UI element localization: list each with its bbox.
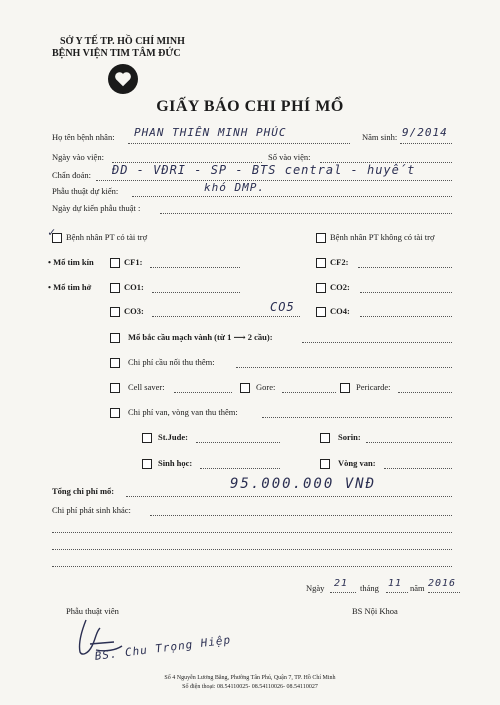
date-year-label: năm — [410, 583, 425, 593]
cf2-checkbox[interactable] — [316, 258, 326, 268]
surgery-date-line — [160, 213, 452, 214]
pericarde-line — [398, 392, 452, 393]
sorin-label: Sorin: — [338, 432, 361, 442]
pericarde-label: Pericarde: — [356, 382, 391, 392]
cf1-label: CF1: — [124, 257, 143, 267]
diagnosis-label: Chẩn đoán: — [52, 170, 91, 180]
cf1-checkbox[interactable] — [110, 258, 120, 268]
vong-van-checkbox[interactable] — [320, 459, 330, 469]
extra-cost-line-3 — [52, 549, 452, 550]
internal-doctor-label: BS Nội Khoa — [352, 606, 398, 616]
footer-phone: Số điện thoại: 08.54110025- 08.54110026- 08.54110027 — [182, 684, 318, 690]
extra-cost-label: Chi phí phát sinh khác: — [52, 505, 131, 515]
check-mark: ✓ — [48, 225, 57, 239]
birth-value: 9/2014 — [402, 126, 448, 139]
date-day: 21 — [334, 578, 349, 589]
birth-line — [400, 143, 452, 144]
gore-label: Gore: — [256, 382, 276, 392]
surgery-date-label: Ngày dự kiến phẫu thuật : — [52, 203, 141, 213]
extra-cost-line-1 — [150, 515, 452, 516]
heart-icon — [114, 71, 132, 87]
hospital-name: BỆNH VIỆN TIM TÂM ĐỨC — [52, 48, 181, 59]
sorin-checkbox[interactable] — [320, 433, 330, 443]
closed-surgery-label: • Mổ tim kín — [48, 257, 94, 267]
admission-number-label: Số vào viện: — [268, 152, 311, 162]
co1-line — [152, 292, 240, 293]
vong-van-line — [384, 468, 452, 469]
total-label: Tổng chi phí mổ: — [52, 486, 115, 496]
not-sponsored-label: Bệnh nhân PT không có tài trợ — [330, 232, 435, 242]
co4-line — [360, 316, 452, 317]
co2-label: CO2: — [330, 282, 350, 292]
surgery-label: Phẫu thuật dự kiến: — [52, 186, 119, 196]
bypass-extra-line — [236, 367, 452, 368]
date-year-line — [428, 592, 460, 593]
cell-saver-checkbox[interactable] — [110, 383, 120, 393]
extra-cost-line-4 — [52, 566, 452, 567]
co4-label: CO4: — [330, 306, 350, 316]
valve-label: Chi phí van, vòng van thu thêm: — [128, 407, 238, 417]
sorin-line — [366, 442, 452, 443]
document-title: GIẤY BÁO CHI PHÍ MỔ — [156, 98, 344, 115]
patient-line — [128, 143, 350, 144]
diagnosis-value: ĐD - VĐRI - SP - BTS central - huyết — [112, 163, 416, 177]
date-month: 11 — [388, 578, 403, 589]
date-month-line — [386, 592, 408, 593]
co1-checkbox[interactable] — [110, 283, 120, 293]
sinh-hoc-label: Sinh học: — [158, 458, 193, 468]
co2-checkbox[interactable] — [316, 283, 326, 293]
patient-value: PHAN THIÊN MINH PHÚC — [134, 126, 287, 139]
birth-label: Năm sinh: — [362, 132, 398, 142]
cell-saver-label: Cell saver: — [128, 382, 165, 392]
surgeon-handwritten-name: BS. Chu Trọng Hiệp — [94, 633, 232, 663]
stjude-line — [196, 442, 280, 443]
sinh-hoc-line — [200, 468, 280, 469]
total-line — [126, 496, 452, 497]
date-day-label: Ngày — [306, 583, 325, 593]
date-year: 2016 — [428, 578, 457, 589]
co4-checkbox[interactable] — [316, 307, 326, 317]
surgeon-label: Phẫu thuật viên — [66, 606, 119, 616]
extra-cost-line-2 — [52, 532, 452, 533]
admit-label: Ngày vào viện: — [52, 152, 104, 162]
gore-line — [282, 392, 336, 393]
department-name: SỞ Y TẾ TP. HỒ CHÍ MINH — [60, 36, 185, 47]
valve-line — [262, 417, 452, 418]
bypass-line — [302, 342, 452, 343]
not-sponsored-checkbox[interactable] — [316, 233, 326, 243]
co1-label: CO1: — [124, 282, 144, 292]
co3-checkbox[interactable] — [110, 307, 120, 317]
cf1-line — [150, 267, 240, 268]
pericarde-checkbox[interactable] — [340, 383, 350, 393]
bypass-label: Mổ bắc cầu mạch vành (từ 1 ⟶ 2 cầu): — [128, 332, 273, 342]
total-value: 95.000.000 VNĐ — [230, 476, 377, 492]
co3-value: CO5 — [270, 300, 295, 314]
date-month-label: tháng — [360, 583, 379, 593]
bypass-extra-label: Chi phí cầu nối thu thêm: — [128, 357, 215, 367]
surgery-line — [132, 196, 452, 197]
stjude-label: St.Jude: — [158, 432, 188, 442]
valve-checkbox[interactable] — [110, 408, 120, 418]
sponsored-label: Bệnh nhân PT có tài trợ — [66, 232, 148, 242]
bypass-extra-checkbox[interactable] — [110, 358, 120, 368]
cf2-label: CF2: — [330, 257, 349, 267]
patient-label: Họ tên bệnh nhân: — [52, 132, 115, 142]
open-surgery-text: Mổ tim hở — [53, 282, 92, 292]
stjude-checkbox[interactable] — [142, 433, 152, 443]
surgery-value: khó DMP. — [204, 181, 265, 194]
closed-surgery-text: Mổ tim kín — [53, 257, 94, 267]
bypass-checkbox[interactable] — [110, 333, 120, 343]
footer-address: Số 4 Nguyễn Lương Bằng, Phường Tân Phú, Quận 7, TP. Hồ Chí Minh — [164, 675, 336, 681]
vong-van-label: Vòng van: — [338, 458, 376, 468]
co3-line — [152, 316, 300, 317]
open-surgery-label: • Mổ tim hở — [48, 282, 92, 292]
co2-line — [360, 292, 452, 293]
cf2-line — [358, 267, 452, 268]
co3-label: CO3: — [124, 306, 144, 316]
date-day-line — [330, 592, 356, 593]
diagnosis-line — [96, 180, 452, 181]
gore-checkbox[interactable] — [240, 383, 250, 393]
hospital-logo — [108, 64, 138, 94]
sinh-hoc-checkbox[interactable] — [142, 459, 152, 469]
cell-saver-line — [174, 392, 232, 393]
